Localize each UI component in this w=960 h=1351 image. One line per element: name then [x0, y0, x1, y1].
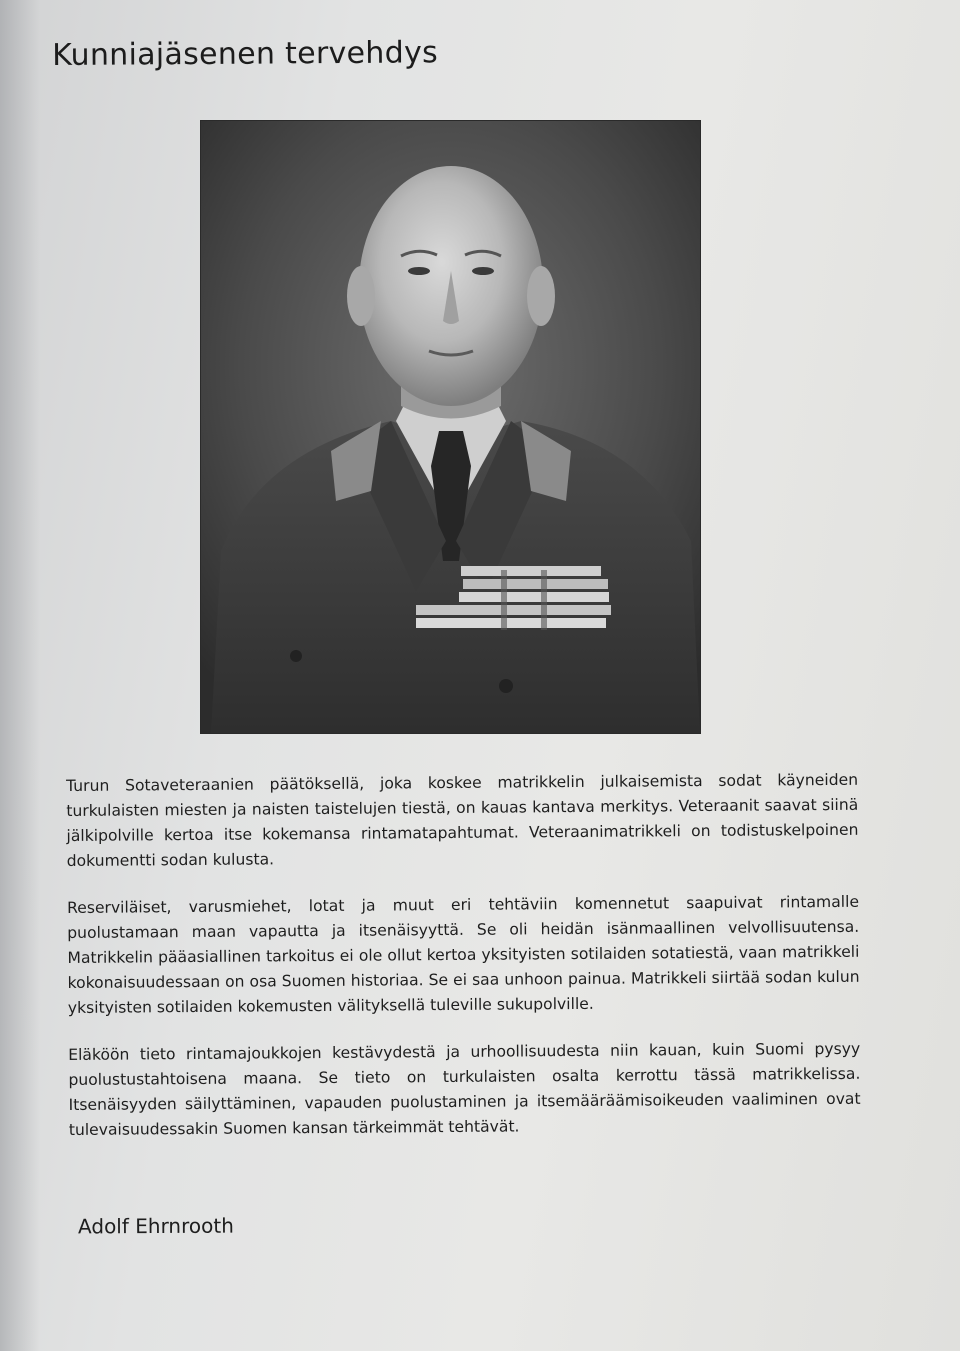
page-title: Kunniajäsenen tervehdys	[52, 35, 439, 73]
paragraph-3: Eläköön tieto rintamajoukkojen kestävydestä ja urhoollisuudesta niin kauan, kuin Suomi pysyy puolustustahtoisena maana. Se tieto on turkulaisten osalta kerrottu tässä matrikkelissa. Itsenäisyyden säilyttäminen, vapauden puolustaminen ja itsemääräämisoikeuden vaaliminen ovat tulevaisuudessakin Suomen kansan tärkeimmät tehtävät.	[68, 1039, 861, 1139]
paragraph-2: Reserviläiset, varusmiehet, lotat ja muut eri tehtäviin komennetut saapuivat rintamalle puolustamaan maan vapautta ja itsenäisyyttä. Se oli heidän isänmaallinen velvollisuutensa. Matrikkelin pääasiallinen tarkoitus ei ole ollut kertoa yksityisten sotilaiden sotatiestä, vaan matrikkeli kokonaisuudessaan on osa Suomen historiaa. Se ei saa unhoon painua. Matrikkeli siirtää sodan kulun yksityisten sotilaiden kokemusten välityksellä tuleville sukupolville.	[66, 892, 860, 1017]
signature: Adolf Ehrnrooth	[77, 1213, 234, 1239]
page-edge-shadow	[0, 0, 40, 1351]
portrait-photo-icon	[201, 121, 700, 733]
paragraph-1: Turun Sotaveteraanien päätöksellä, joka koskee matrikkelin julkaisemista sodat käyneiden turkulaisten miesten ja naisten taistelujen tiestä, on kauas kantava merkitys. Veteraanit saavat siinä jälkipolville kertoa itse kokemansa rintamatapahtumat. Veteraanimatrikkeli on todistuskelpoinen dokumentti sodan kulusta.	[66, 770, 859, 870]
body-text	[66, 768, 861, 1165]
portrait-photo	[201, 121, 700, 733]
